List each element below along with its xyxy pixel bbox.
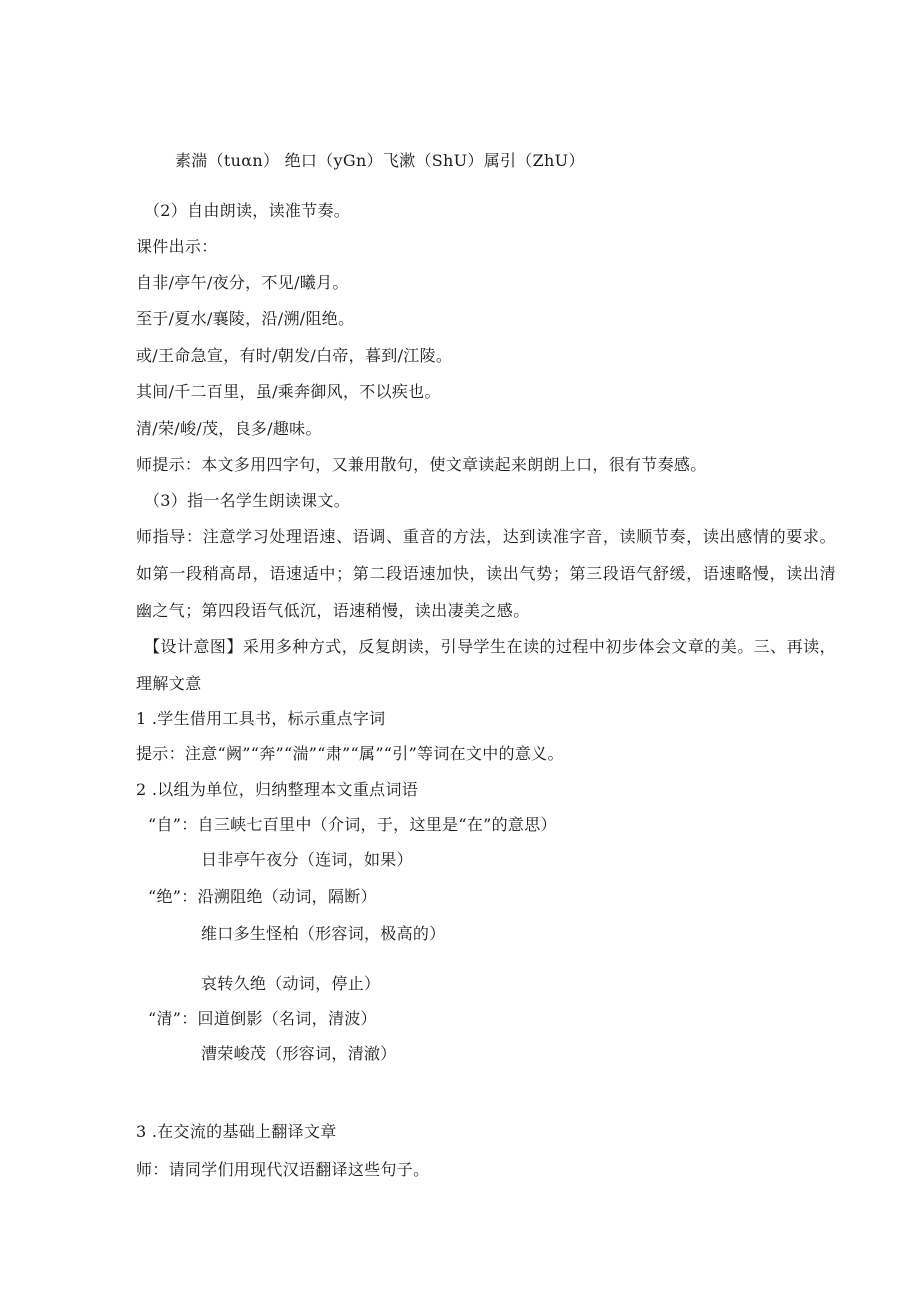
jue-entry-sub: 哀转久绝（动词，停止） (201, 974, 381, 993)
zi-entry-sub: 日非亭午夜分（连词，如果） (201, 850, 413, 869)
teacher-guide-paragraph: 师指导：注意学习处理语速、语调、重音的方法，达到读准字音，读顺节奏，读出感情的要求。如第一段稍高昂，语速适中；第二段语速加快，读出气势；第三段语气舒缓，语速略慢，读出清幽之气；第四段语气低沉，语速稍慢，读出凄美之感。 (136, 527, 836, 620)
item3-heading: 3 .在交流的基础上翻译文章 (136, 1122, 337, 1141)
step2-heading: （2）自由朗读，读准节奏。 (144, 201, 351, 220)
design-intent-paragraph: 【设计意图】采用多种方式，反复朗读，引导学生在读的过程中初步体会文章的美。三、再读，理解文意 (136, 637, 836, 693)
courseware-label: 课件出示： (136, 237, 218, 256)
item1-hint: 提示：注意“阙”“奔”“湍”“肃”“属”“引”等词在文中的意义。 (136, 744, 564, 763)
step3-heading: （3）指一名学生朗读课文。 (144, 491, 351, 510)
rhythm-line: 自非/亭午/夜分，不见/曦月。 (136, 273, 349, 292)
item1-heading: 1 .学生借用工具书，标示重点字词 (136, 709, 386, 728)
zi-entry-head: “自”：自三峡七百里中（介词，于，这里是“在”的意思） (148, 815, 557, 834)
jue-entry-head: “绝”：沿溯阻绝（动词，隔断） (148, 887, 377, 906)
jue-entry-sub: 维口多生怪柏（形容词，极高的） (201, 924, 446, 943)
teacher-hint: 师提示：本文多用四字句，又兼用散句，使文章读起来朗朗上口，很有节奏感。 (136, 455, 707, 474)
rhythm-line: 清/荣/峻/茂，良多/趣味。 (136, 419, 322, 438)
rhythm-line: 其间/千二百里，虽/乘奔御风，不以疾也。 (136, 382, 441, 401)
rhythm-line: 至于/夏水/襄陵，沿/溯/阻绝。 (136, 309, 355, 328)
qing-entry-head: “清”：回道倒影（名词，清波） (148, 1009, 377, 1028)
rhythm-line: 或/王命急宣，有时/朝发/白帝，暮到/江陵。 (136, 346, 453, 365)
teacher-translate: 师：请同学们用现代汉语翻译这些句子。 (136, 1160, 430, 1179)
item2-heading: 2 .以组为单位，归纳整理本文重点词语 (136, 780, 419, 799)
pinyin-line: 素湍（tuαn） 绝口（yGn）飞漱（ShU）属引（ZhU） (175, 151, 585, 170)
qing-entry-sub: 漕荣峻茂（形容词，清澈） (201, 1044, 397, 1063)
